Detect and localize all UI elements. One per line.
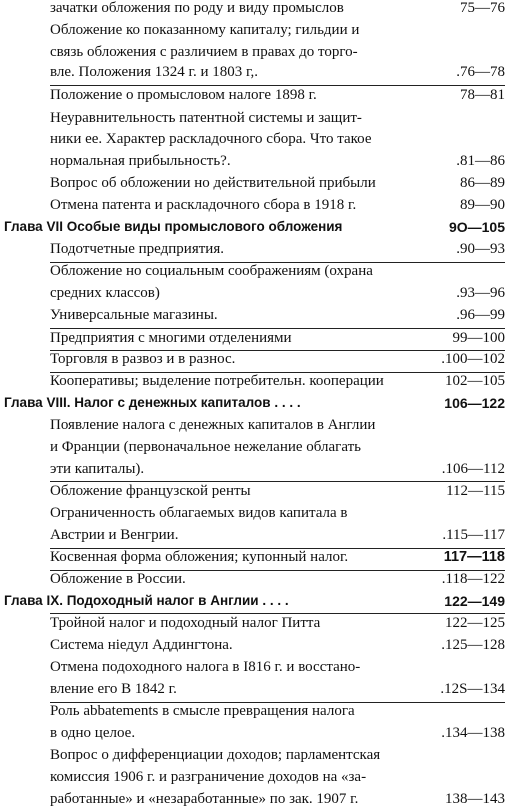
toc-entry <box>0 238 513 260</box>
toc-entry <box>0 414 513 436</box>
entry-text: Обложение ко показанному капиталу; гильдии и <box>50 22 360 38</box>
toc-entry <box>0 19 513 41</box>
toc-entry <box>0 634 513 656</box>
entry-text: ники ее. Характер раскладочного сбора. Что такое <box>50 131 372 147</box>
toc-entry <box>0 568 513 590</box>
page-range: 99—100 <box>452 330 505 346</box>
toc-entry <box>0 766 513 788</box>
toc-entry <box>0 612 513 634</box>
entry-text: Косвенная форма обложения; купонный налог. <box>50 549 349 565</box>
page-range: 112—115 <box>446 483 505 499</box>
toc-entry <box>0 678 513 700</box>
entry-text: в одно целое. <box>50 725 136 741</box>
page-range: 75—76 <box>460 0 505 16</box>
chapter-heading <box>0 216 513 238</box>
entry-text: Обложение французской ренты <box>50 483 251 499</box>
page-range: .118—122 <box>441 571 505 587</box>
chapter-title: Глава VII Особые виды промыслового обложения <box>4 219 343 234</box>
page-range: 86—89 <box>460 175 505 191</box>
entry-text: Универсальные магазины. <box>50 307 218 323</box>
toc-entry <box>0 458 513 480</box>
toc-entry <box>0 524 513 546</box>
entry-text: Обложение но социальным соображениям (охрана <box>50 263 373 279</box>
chapter-title: Глава IX. Подоходный налог в Англии . . . . <box>4 593 289 608</box>
entry-text: Подотчетные предприятия. <box>50 241 224 257</box>
toc-entry <box>0 128 513 150</box>
entry-text: Появление налога с денежных капиталов в Англии <box>50 417 376 433</box>
toc-entry <box>0 260 513 282</box>
page-range: .125—128 <box>441 637 505 653</box>
entry-text: Вопрос о дифференциации доходов; парламентская <box>50 747 381 763</box>
toc-entry <box>0 194 513 216</box>
toc-entry <box>0 84 513 106</box>
toc-entry <box>0 327 513 349</box>
entry-text: эти капиталы). <box>50 461 145 477</box>
entry-text: и Франции (первоначальное нежелание облагать <box>50 439 362 455</box>
page-range: .96—99 <box>456 307 505 323</box>
toc-entry <box>0 172 513 194</box>
toc-entry <box>0 282 513 304</box>
page-range: .115—117 <box>442 527 505 543</box>
toc-entry <box>0 656 513 678</box>
page-range: 122—149 <box>444 593 505 609</box>
entry-text: Ограниченность облагаемых видов капитала в <box>50 505 348 521</box>
entry-text: Система нiедул Аддингтона. <box>50 637 233 653</box>
chapter-heading <box>0 392 513 414</box>
entry-text: комиссия 1906 г. и разграничение доходов на «за- <box>50 769 367 785</box>
entry-text: связь обложения с различием в правах до торго- <box>50 44 358 60</box>
chapter-heading <box>0 590 513 612</box>
entry-text: Роль abbatements в смысле превращения налога <box>50 703 355 719</box>
entry-text: Тройной налог и подоходный налог Питта <box>50 615 321 631</box>
entry-text: вление его В 1842 г. <box>50 681 177 697</box>
page-range: 106—122 <box>444 395 505 411</box>
page-range: .93—96 <box>456 285 505 301</box>
page-range: .100—102 <box>441 351 505 367</box>
page-range: .76—78 <box>456 64 505 80</box>
page-range: .12S—134 <box>440 681 505 697</box>
entry-text: Предприятия с многими отделениями <box>50 330 292 346</box>
entry-text: Неуравнительность патентной системы и защит- <box>50 110 362 126</box>
chapter-title: Глава VIII. Налог с денежных капиталов . . . . <box>4 395 301 410</box>
entry-text: нормальная прибыльность?. <box>50 153 231 169</box>
entry-text: Положение о промысловом налоге 1898 г. <box>50 87 317 103</box>
entry-text: Австрии и Венгрии. <box>50 527 179 543</box>
page-range: 138—143 <box>445 791 505 807</box>
page-range: 89—90 <box>460 197 505 213</box>
entry-text: Отмена подоходного налога в I816 г. и восстано- <box>50 659 361 675</box>
toc-entry <box>0 107 513 129</box>
page-range: .81—86 <box>456 153 505 169</box>
page-range: .106—112 <box>441 461 505 477</box>
toc-entry <box>0 348 513 370</box>
page-range: 117—118 <box>443 549 505 565</box>
entry-text: Кооперативы; выделение потребительн. кооперации <box>50 373 384 389</box>
toc-entry <box>0 744 513 766</box>
entry-text: вле. Положения 1324 г. и 1803 г,. <box>50 64 259 80</box>
toc-entry <box>0 41 513 63</box>
page-range: 122—125 <box>445 615 505 631</box>
toc-entry <box>0 150 513 172</box>
entry-text: зачатки обложения по роду и виду промыслов <box>50 0 344 16</box>
toc-entry <box>0 480 513 502</box>
page-range: 102—105 <box>445 373 505 389</box>
page-range: .90—93 <box>456 241 505 257</box>
entry-text: Вопрос об обложении но действительной прибыли <box>50 175 376 191</box>
entry-text: Отмена патента и раскладочного сбора в 1918 г. <box>50 197 357 213</box>
page-range: 9О—105 <box>448 219 505 235</box>
entry-text: средних классов) <box>50 285 160 301</box>
toc-entry <box>0 370 513 392</box>
toc-entry <box>0 304 513 326</box>
toc-entry <box>0 502 513 524</box>
entry-text: Обложение в России. <box>50 571 186 587</box>
toc-entry <box>0 700 513 722</box>
toc-entry <box>0 0 513 19</box>
toc-entry <box>0 436 513 458</box>
entry-text: работанные» и «незаработанные» по зак. 1907 г. <box>50 791 359 807</box>
toc-entry <box>0 61 513 83</box>
page-range: .134—138 <box>441 725 505 741</box>
toc-entry <box>0 788 513 810</box>
toc-entry <box>0 722 513 744</box>
toc-entry <box>0 546 513 568</box>
page-range: 78—81 <box>460 87 505 103</box>
entry-text: Торговля в развоз и в разнос. <box>50 351 236 367</box>
